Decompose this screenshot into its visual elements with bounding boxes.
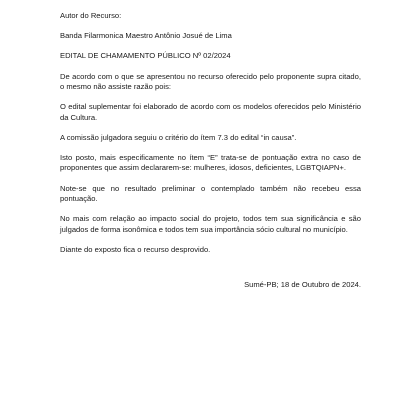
document-body [60,11,361,300]
paragraph-5: Note-se que no resultado preliminar o contemplado também não recebeu essa pontuação. [60,183,361,204]
author-heading: Autor do Recurso: [60,11,122,20]
paragraph-7: Diante do exposto fica o recurso desprovido. [60,244,211,254]
paragraph-3: A comissão julgadora seguiu o critério do ítem 7.3 do edital “in causa”. [60,132,297,142]
edital-title: EDITAL DE CHAMAMENTO PÚBLICO Nº 02/2024 [60,51,231,61]
author-name: Banda Filarmonica Maestro Antônio Josué de Lima [60,31,232,41]
spacer [60,265,361,276]
paragraph-2: O edital suplementar foi elaborado de acordo com os modelos oferecidos pelo Ministério da Cultura. [60,102,361,122]
paragraph-4: Isto posto, mais especificamente no ítem “E” trata-se de pontuação extra no caso de proponentes que assim declararem-se: mulheres, idosos, deficientes, LGBTQIAPN+. [60,153,361,173]
paragraph-1: De acordo com o que se apresentou no recurso oferecido pelo proponente supra citado, o mesmo não assiste razão pois: [60,71,361,92]
place-date: Sumé-PB; 18 de Outubro de 2024. [244,280,361,290]
paragraph-6: No mais com relação ao impacto social do projeto, todos tem sua significância e são julgados de forma isonômica e todos tem sua importância sócio cultural no município. [60,214,361,234]
